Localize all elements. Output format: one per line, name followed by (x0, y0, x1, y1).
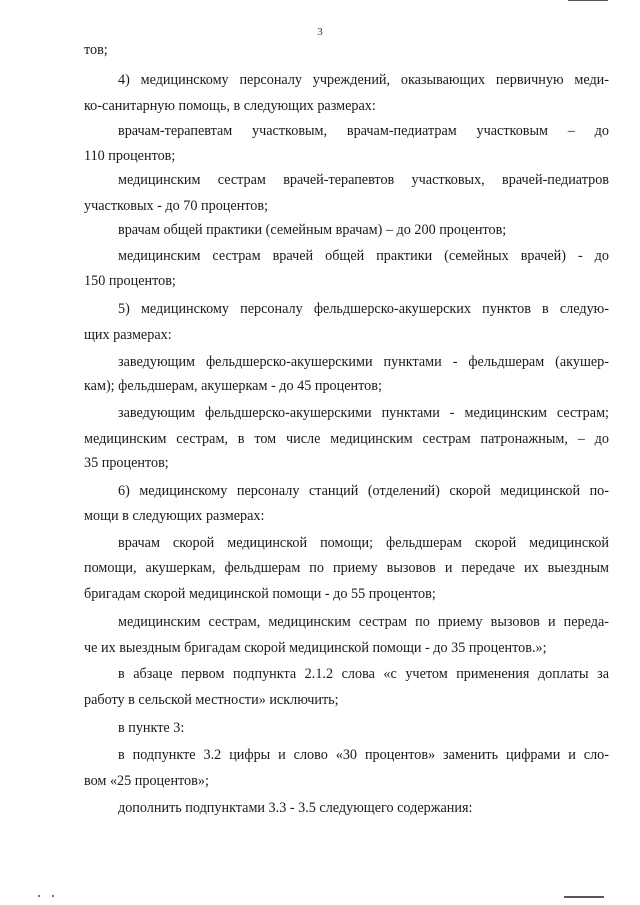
text-line: ко-санитарную помощь, в следующих размерах: (84, 98, 376, 114)
text-line: медицинским сестрам врачей-терапевтов участковых, врачей-педиатров (118, 172, 609, 188)
text-line: кам); фельдшерам, акушеркам - до 45 процентов; (84, 378, 382, 394)
text-line: медицинским сестрам, в том числе медицинским сестрам патронажным, – до (84, 431, 609, 447)
text-line: в пункте 3: (118, 720, 185, 736)
text-line: 150 процентов; (84, 273, 176, 289)
text-line: помощи, акушеркам, фельдшерам по приему вызовов и передаче их выездным (84, 560, 609, 576)
text-line: врачам-терапевтам участковым, врачам-педиатрам участковым – до (118, 123, 609, 139)
text-line: 5) медицинскому персоналу фельдшерско-акушерских пунктов в следую- (118, 301, 609, 317)
text-line: щих размерах: (84, 327, 172, 343)
text-line: медицинским сестрам врачей общей практики (семейных врачей) - до (118, 248, 609, 264)
text-line: в подпункте 3.2 цифры и слово «30 процентов» заменить цифрами и сло- (118, 747, 609, 763)
text-line: бригадам скорой медицинской помощи - до 55 процентов; (84, 586, 436, 602)
scan-artifact-top (568, 0, 608, 1)
text-line: заведующим фельдшерско-акушерскими пунктами - фельдшерам (акушер- (118, 354, 609, 370)
scan-artifact-dot (52, 895, 54, 897)
text-line: врачам общей практики (семейным врачам) – до 200 процентов; (118, 222, 507, 238)
scan-artifact-dot (38, 895, 40, 897)
text-line: че их выездным бригадам скорой медицинской помощи - до 35 процентов.»; (84, 640, 547, 656)
text-line: заведующим фельдшерско-акушерскими пунктами - медицинским сестрам; (118, 405, 609, 421)
text-line: работу в сельской местности» исключить; (84, 692, 339, 708)
text-line: врачам скорой медицинской помощи; фельдшерам скорой медицинской (118, 535, 609, 551)
text-line: 35 процентов; (84, 455, 169, 471)
text-line: вом «25 процентов»; (84, 773, 209, 789)
text-line: участковых - до 70 процентов; (84, 198, 269, 214)
scan-artifact-bottom-right (564, 896, 604, 898)
text-line: мощи в следующих размерах: (84, 508, 265, 524)
text-line: 6) медицинскому персоналу станций (отделений) скорой медицинской по- (118, 483, 609, 499)
text-line: дополнить подпунктами 3.3 - 3.5 следующего содержания: (118, 800, 473, 816)
text-line: медицинским сестрам, медицинским сестрам по приему вызовов и переда- (118, 614, 609, 630)
text-line: в абзаце первом подпункта 2.1.2 слова «с учетом применения доплаты за (118, 666, 609, 682)
text-line: 110 процентов; (84, 148, 176, 164)
page-number: 3 (317, 26, 323, 38)
text-line: 4) медицинскому персоналу учреждений, оказывающих первичную меди- (118, 72, 609, 88)
text-line: тов; (84, 42, 108, 58)
